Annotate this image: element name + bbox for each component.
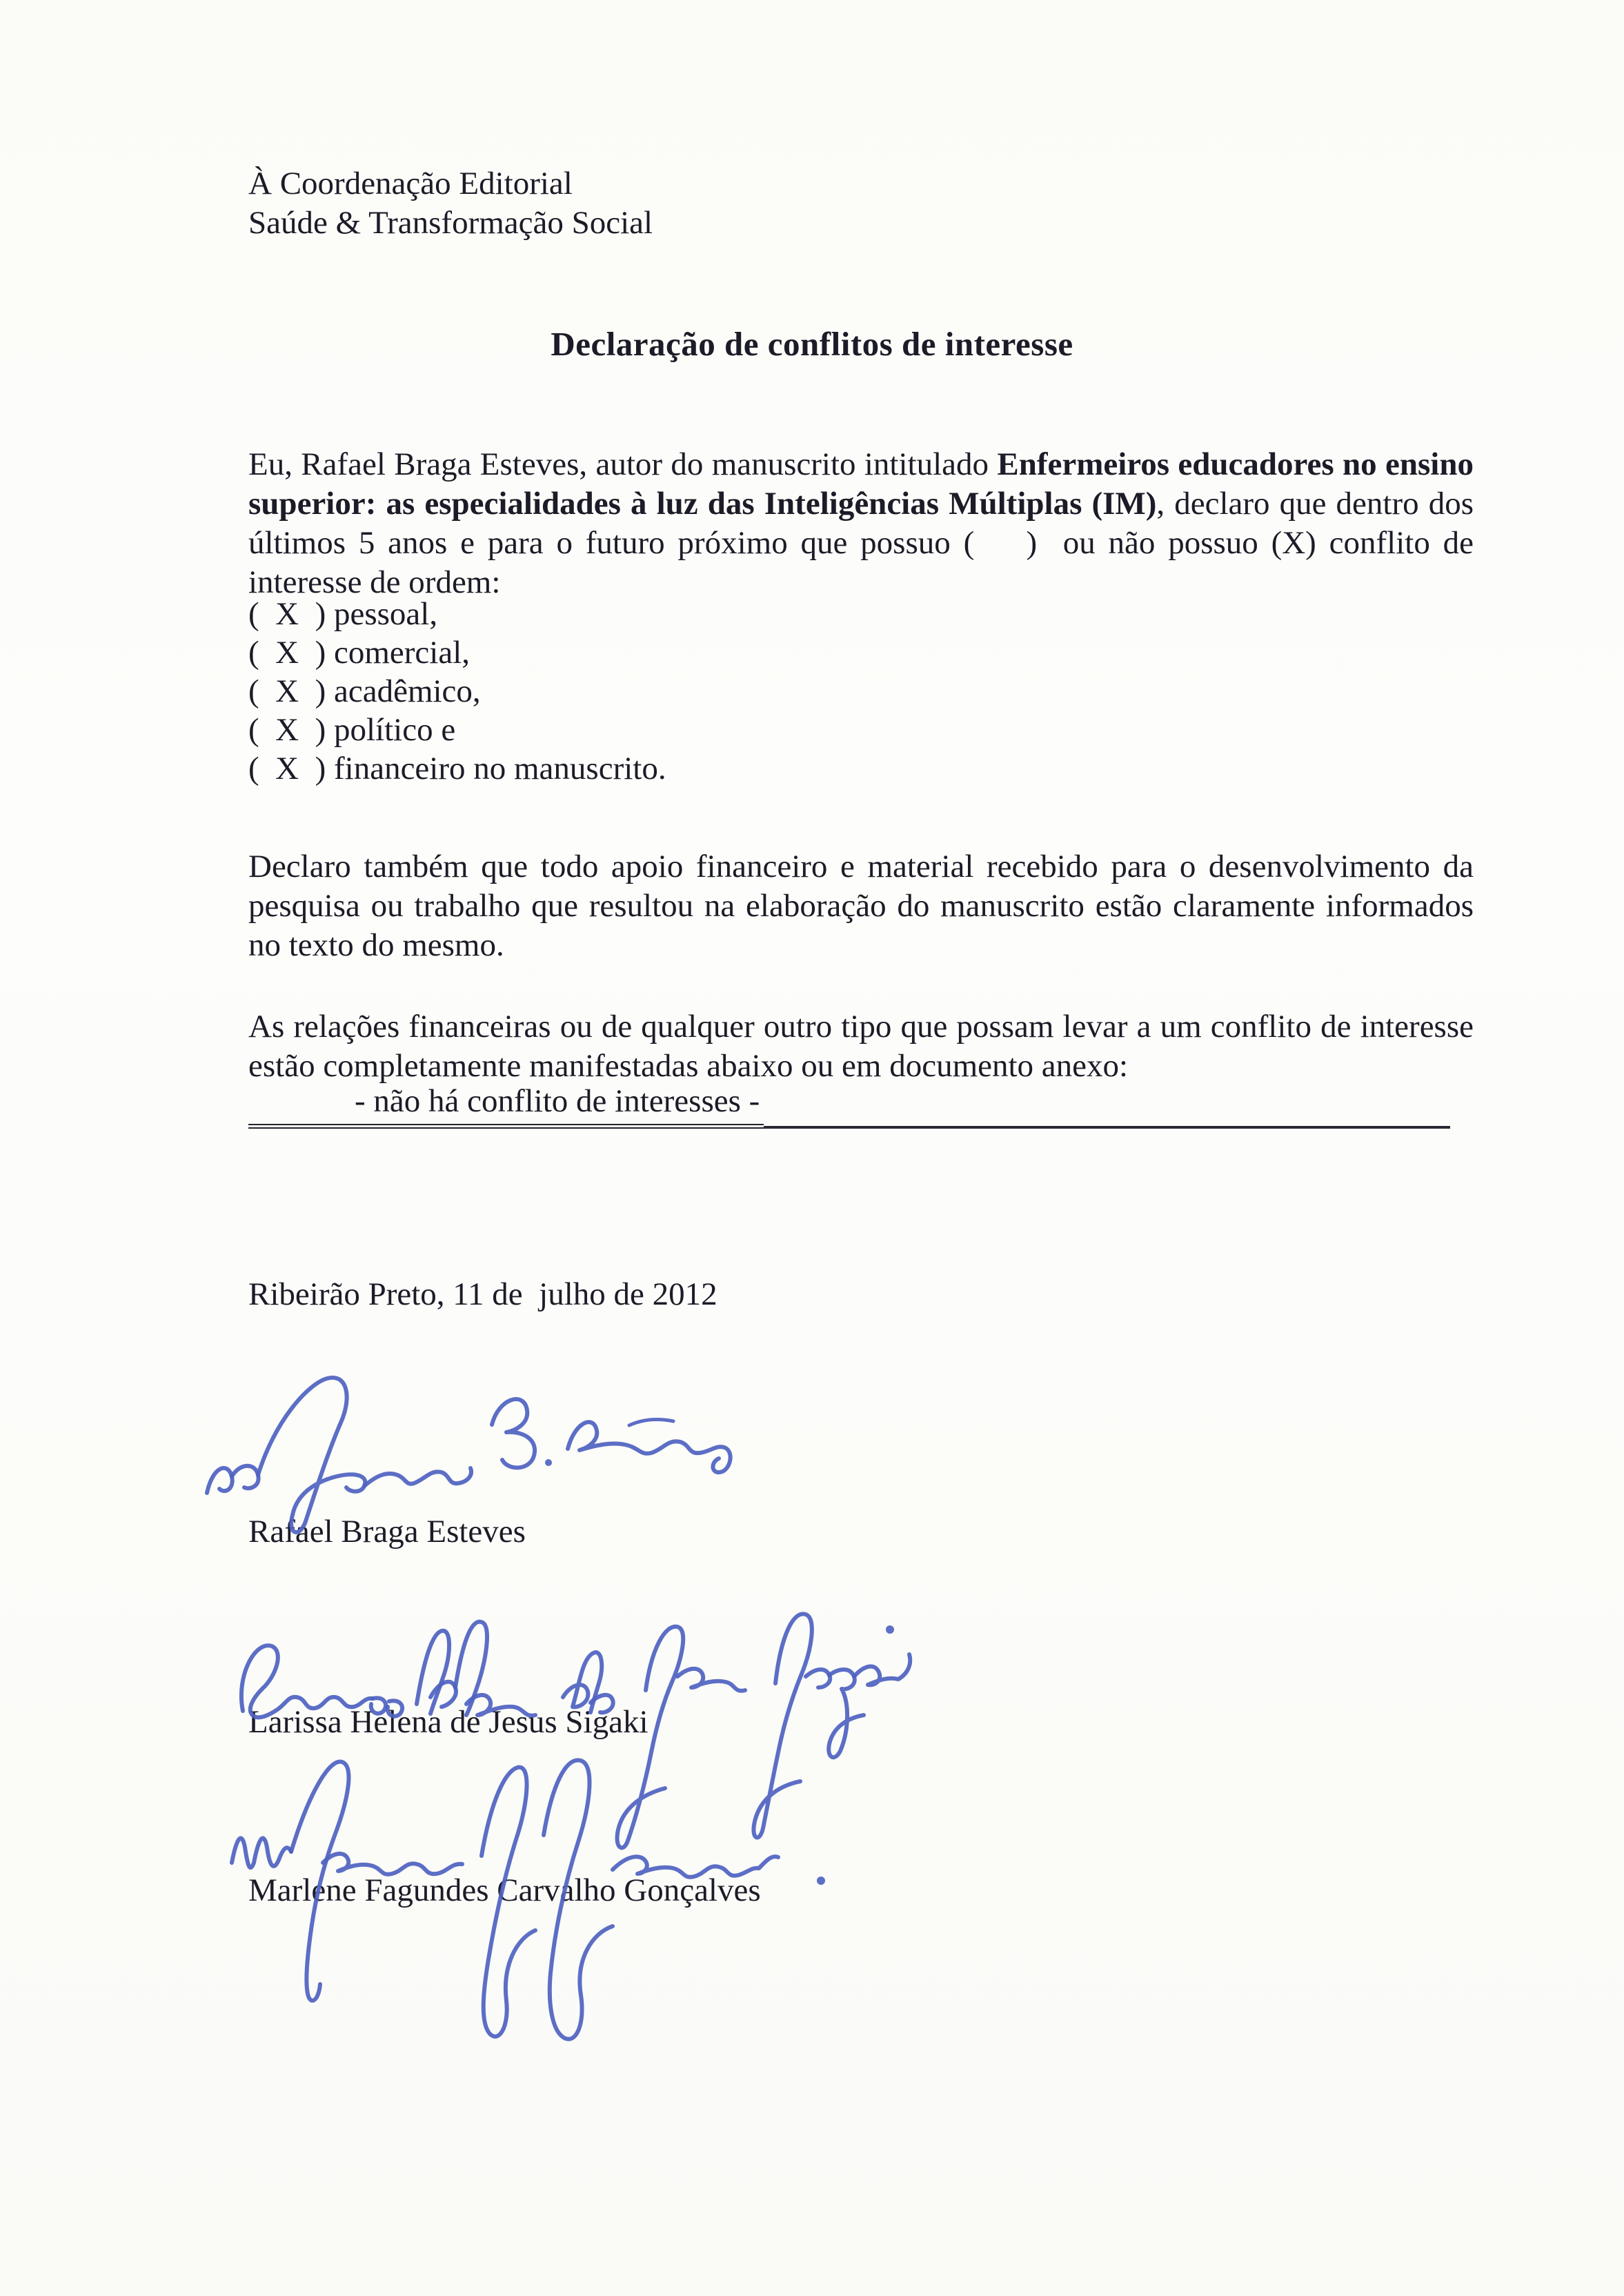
no-conflict-line (248, 1082, 1450, 1129)
conflict-type-checklist (248, 595, 1474, 788)
declaration-prefix: Eu, Rafael Braga Esteves, autor do manuscrito intitulado (248, 446, 998, 482)
document-title: Declaração de conflitos de interesse (551, 325, 1073, 363)
checklist-item-politico: ( X ) político e (248, 712, 456, 748)
blank-underline-left (248, 1082, 349, 1129)
checklist-item-academico: ( X ) acadêmico, (248, 673, 481, 709)
blank-underline-right (764, 1082, 1450, 1129)
recipient-line-2: Saúde & Transformação Social (248, 205, 653, 241)
signatory-name-larissa: Larissa Helena de Jesus Sigaki (248, 1704, 648, 1740)
recipient-block (248, 164, 1474, 243)
signatory-name-marlene: Marlene Fagundes Carvalho Gonçalves (248, 1872, 761, 1908)
support-paragraph: Declaro também que todo apoio financeiro e material recebido para o desenvolvimento da pesquisa ou trabalho que resultou na elaboração do manuscrito estão claramente informados no texto do mesmo. (248, 849, 1474, 963)
signatory-name-rafael: Rafael Braga Esteves (248, 1514, 526, 1550)
no-conflict-text: - não há conflito de interesses - (349, 1082, 764, 1129)
checklist-item-financeiro: ( X ) financeiro no manuscrito. (248, 751, 666, 786)
declaration-paragraph (248, 445, 1474, 602)
checklist-item-comercial: ( X ) comercial, (248, 635, 471, 671)
checklist-item-pessoal: ( X ) pessoal, (248, 596, 438, 632)
declaration-suffix: , declaro que dentro dos últimos 5 anos e para o futuro próximo que possuo ( ) ou não possuo (X) conflito de interesse de ordem: (248, 486, 1474, 600)
relations-paragraph: As relações financeiras ou de qualquer outro tipo que possam levar a um conflito de interesse estão completamente manifestadas abaixo ou em documento anexo: (248, 1009, 1474, 1084)
recipient-line-1: À Coordenação Editorial (248, 166, 573, 201)
date-line: Ribeirão Preto, 11 de julho de 2012 (248, 1276, 717, 1312)
manuscript-title: Enfermeiros educadores no ensino superior: as especialidades à luz das Inteligências Múltiplas (IM) (248, 446, 1474, 522)
